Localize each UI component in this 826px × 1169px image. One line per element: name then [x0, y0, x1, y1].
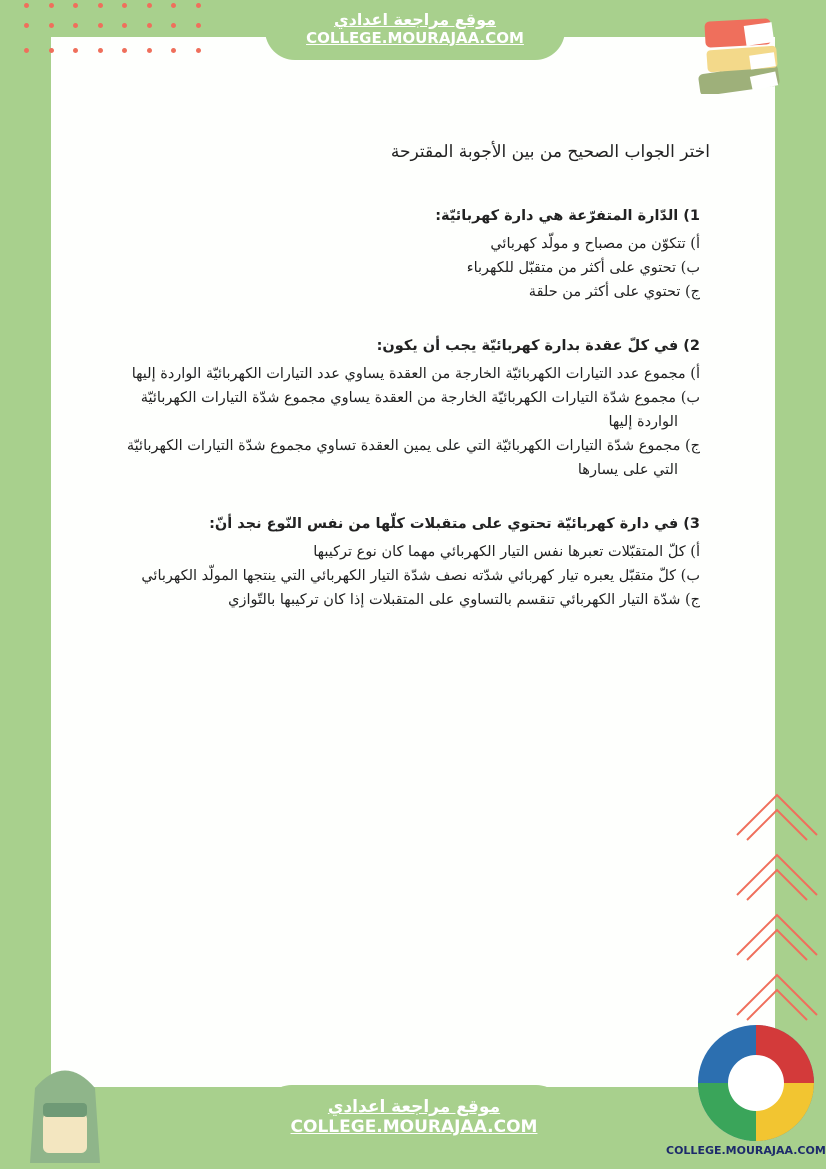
dot: [196, 48, 201, 53]
dot: [98, 3, 103, 8]
question-title: 3) في دارة كهربائيّة تحتوي على متقبلات كلّها من نفس النّوع نجد أنّ:: [209, 516, 700, 532]
question-title: 2) في كلّ عقدة بدارة كهربائيّة يجب أن يكون:: [376, 338, 700, 354]
dot: [122, 3, 127, 8]
option: أ) مجموع عدد التيارات الكهربائيّة الخارجة من العقدة يساوي عدد التيارات الكهربائيّة الواردة إليها: [131, 366, 700, 382]
dot: [196, 23, 201, 28]
site-name[interactable]: موقع مراجعة اعدادي: [333, 10, 497, 29]
books-icon: [695, 14, 785, 94]
dot: [196, 3, 201, 8]
backpack-icon: [15, 1058, 115, 1168]
dot: [98, 23, 103, 28]
option: ب) تحتوي على أكثر من متقبّل للكهرباء: [466, 260, 700, 276]
option: ج) تحتوي على أكثر من حلقة: [528, 284, 700, 300]
chevrons-icon: [732, 790, 822, 1040]
question-3: [120, 512, 700, 612]
option: ب) مجموع شدّة التيارات الكهربائيّة الخارجة من العقدة يساوي مجموع شدّة التيارات الكهربائيّة الواردة إليها: [140, 390, 700, 430]
dot: [73, 48, 78, 53]
dot: [49, 23, 54, 28]
question-2: [120, 334, 700, 482]
dot: [73, 23, 78, 28]
footer-banner: [262, 1085, 566, 1169]
dot: [24, 3, 29, 8]
exercise-content: [120, 140, 710, 642]
site-url-link[interactable]: COLLEGE.MOURAJAA.COM: [290, 1117, 538, 1137]
dot: [122, 23, 127, 28]
option: أ) كلّ المتقبّلات تعبرها نفس التيار الكهربائي مهما كان نوع تركيبها: [313, 544, 700, 560]
site-url-link[interactable]: COLLEGE.MOURAJAA.COM: [306, 29, 524, 47]
site-name[interactable]: موقع مراجعة اعدادي: [327, 1097, 501, 1117]
question-title: 1) الدّارة المتفرّعة هي دارة كهربائيّة:: [435, 208, 700, 224]
dot: [147, 3, 152, 8]
logo-url-text: COLLEGE.MOURAJAA.COM: [666, 1144, 826, 1157]
dot: [24, 23, 29, 28]
dot: [171, 3, 176, 8]
dot: [49, 48, 54, 53]
dot: [49, 3, 54, 8]
header-banner: [265, 0, 565, 60]
dot: [24, 48, 29, 53]
dot: [147, 23, 152, 28]
dot: [171, 48, 176, 53]
dot: [147, 48, 152, 53]
dot: [98, 48, 103, 53]
option: ج) شدّة التيار الكهربائي تنقسم بالتساوي على المتقبلات إذا كان تركيبها بالتّوازي: [228, 592, 700, 608]
instruction: اختر الجواب الصحيح من بين الأجوبة المقترحة: [390, 142, 710, 162]
option: ب) كلّ متقبّل يعبره تيار كهربائي شدّته نصف شدّة التيار الكهربائي التي ينتجها المولّد الكهربائي: [141, 568, 700, 584]
dot: [73, 3, 78, 8]
option: أ) تتكوّن من مصباح و مولّد كهربائي: [490, 236, 700, 252]
option: ج) مجموع شدّة التيارات الكهربائيّة التي على يمين العقدة تساوي مجموع شدّة التيارات الكهربائيّة التي على يسارها: [126, 438, 700, 478]
dot: [122, 48, 127, 53]
decorative-dots: [0, 0, 200, 85]
dot: [171, 23, 176, 28]
site-logo-icon: [695, 1022, 817, 1144]
question-1: [120, 204, 700, 304]
